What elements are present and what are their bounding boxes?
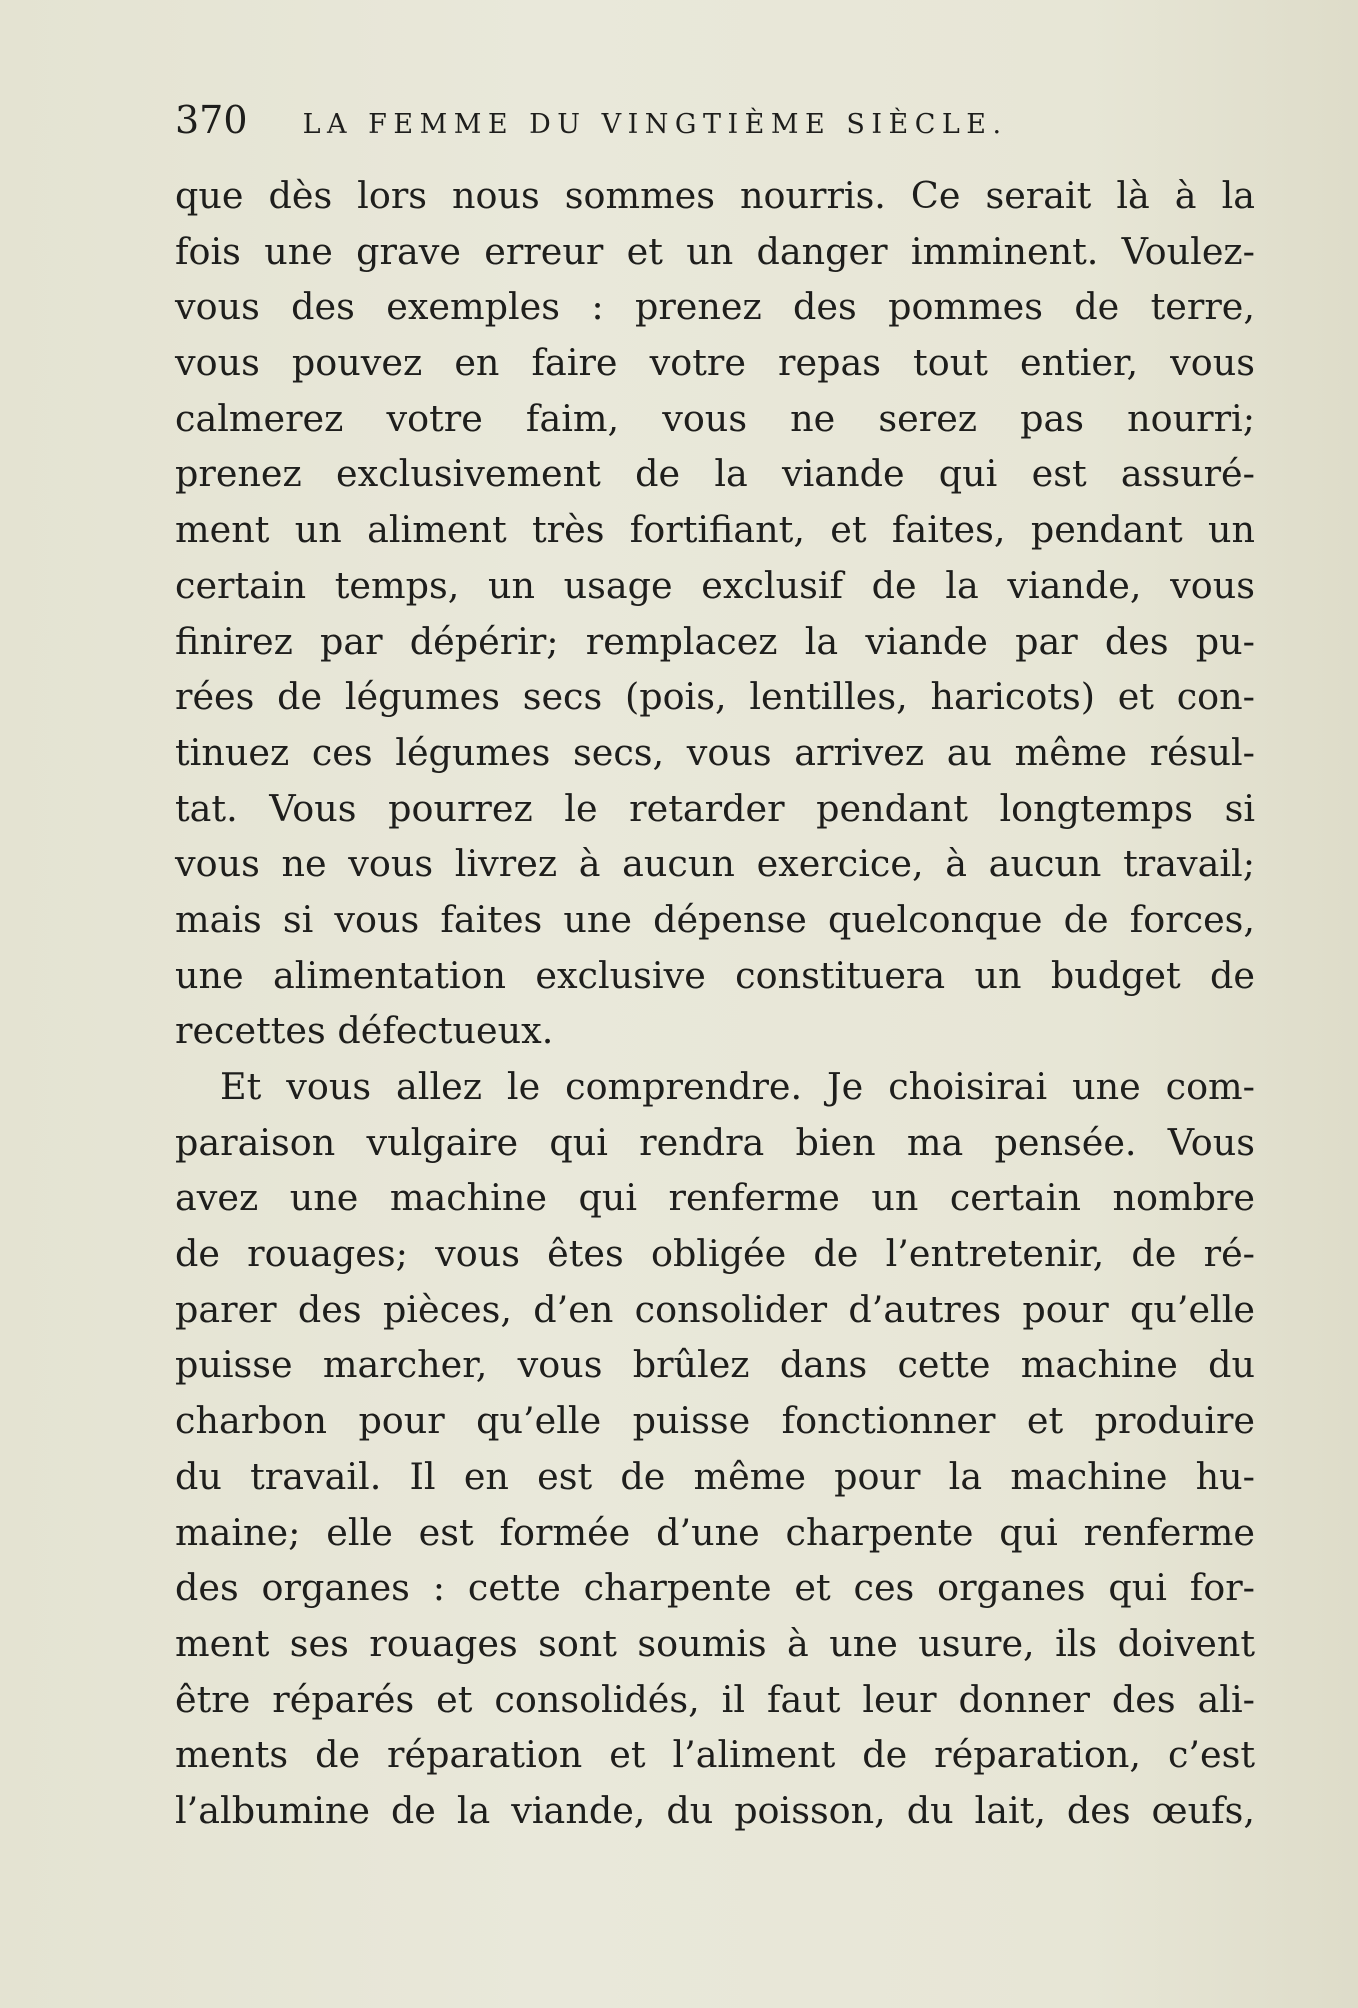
body-text [175, 168, 1255, 1839]
text-line: une alimentation exclusive constituera un budget de [175, 953, 1255, 997]
text-line: charbon pour qu’elle puisse fonctionner et produire [175, 1399, 1255, 1443]
text-line: certain temps, un usage exclusif de la viande, vous [175, 563, 1255, 607]
text-line: vous pouvez en faire votre repas tout entier, vous [175, 341, 1255, 385]
text-line: tat. Vous pourrez le retarder pendant longtemps si [175, 786, 1255, 830]
text-line: vous des exemples : prenez des pommes de terre, [175, 285, 1255, 329]
text-line: être réparés et consolidés, il faut leur donner des ali- [175, 1677, 1255, 1721]
text-line: des organes : cette charpente et ces organes qui for- [175, 1566, 1255, 1610]
text-line: ment un aliment très fortifiant, et faites, pendant un [175, 508, 1255, 552]
text-line: ments de réparation et l’aliment de réparation, c’est [175, 1733, 1255, 1777]
page-header [175, 98, 1255, 148]
text-line: de rouages; vous êtes obligée de l’entretenir, de ré- [175, 1232, 1255, 1276]
paragraph-start-line: Et vous allez le comprendre. Je choisirai une com- [220, 1065, 1255, 1108]
text-line: parer des pièces, d’en consolider d’autres pour qu’elle [175, 1287, 1255, 1331]
text-line: maine; elle est formée d’une charpente qui renferme [175, 1510, 1255, 1554]
text-line: finirez par dépérir; remplacez la viande par des pu- [175, 619, 1255, 663]
text-line: mais si vous faites une dépense quelconque de forces, [175, 897, 1255, 941]
text-line: tinuez ces légumes secs, vous arrivez au même résul- [175, 730, 1255, 774]
paragraph-end-line: recettes défectueux. [175, 1009, 554, 1053]
text-line: du travail. Il en est de même pour la machine hu- [175, 1454, 1255, 1498]
text-line: calmerez votre faim, vous ne serez pas nourri; [175, 396, 1255, 440]
running-title: LA FEMME DU VINGTIÈME SIÈCLE. [302, 109, 1008, 140]
text-line: avez une machine qui renferme un certain nombre [175, 1176, 1255, 1220]
page-number: 370 [175, 98, 248, 142]
text-line: rées de légumes secs (pois, lentilles, haricots) et con- [175, 675, 1255, 719]
text-line: ment ses rouages sont soumis à une usure, ils doivent [175, 1621, 1255, 1665]
text-line: paraison vulgaire qui rendra bien ma pensée. Vous [175, 1120, 1255, 1164]
text-line: que dès lors nous sommes nourris. Ce serait là à la [175, 174, 1255, 217]
text-line: prenez exclusivement de la viande qui est assuré- [175, 452, 1255, 496]
text-line: vous ne vous livrez à aucun exercice, à aucun travail; [175, 842, 1255, 886]
text-line: fois une grave erreur et un danger imminent. Voulez- [175, 229, 1255, 273]
text-line: puisse marcher, vous brûlez dans cette machine du [175, 1343, 1255, 1387]
text-line: l’albumine de la viande, du poisson, du lait, des œufs, [175, 1788, 1255, 1832]
